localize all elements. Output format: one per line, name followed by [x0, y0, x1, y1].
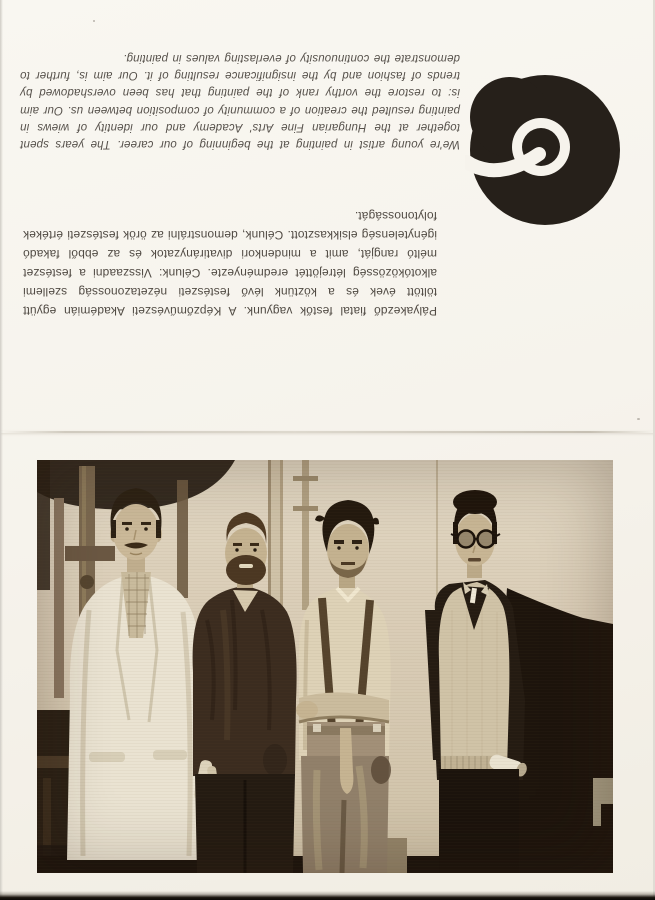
statement-hungarian-text: Pályakezdő fiatal festők vagyunk. A Képzőművészeti Akadémián együtt töltött évek és a köztünk lévő festészeti nézetazonosság szellemi alkotóközösség létrejöttét eredményezte. Célunk: Visszaadni a festészet méltó rangját, amit a mindenkori divatirányzatok és az ebből fakadó igénytelenség elsikkasztott. Célunk, demonstrálni az örök festészeti értékek folytonosságát. [23, 209, 437, 318]
group-emblem-icon [465, 72, 625, 230]
group-photo-svg [37, 460, 613, 873]
group-photo [37, 460, 613, 873]
scan-speck [24, 306, 26, 308]
scan-speck [93, 20, 95, 22]
painter-figure-4 [425, 490, 528, 873]
fold-crease [0, 431, 655, 433]
painter-figure-3 [296, 500, 391, 873]
page-edge-shadow [0, 891, 655, 900]
scan-speck [637, 418, 640, 420]
statement-english-text: We're young artist in painting at the beginning of our career. The years spent together at the Hungarian Fine Arts' Academy and our identity of wiews in painting resulted the creation of a community of composition between us. Our aim is: to restore the vorthy rank of the painting that has been overshadowed by trends of fashion and by the insignificance resulting of it. Our aim is, further to demonstrate the continuousity of everlasting values in painting. [20, 51, 460, 150]
group-emblem-svg [465, 72, 625, 230]
page-edge-left [0, 0, 3, 900]
